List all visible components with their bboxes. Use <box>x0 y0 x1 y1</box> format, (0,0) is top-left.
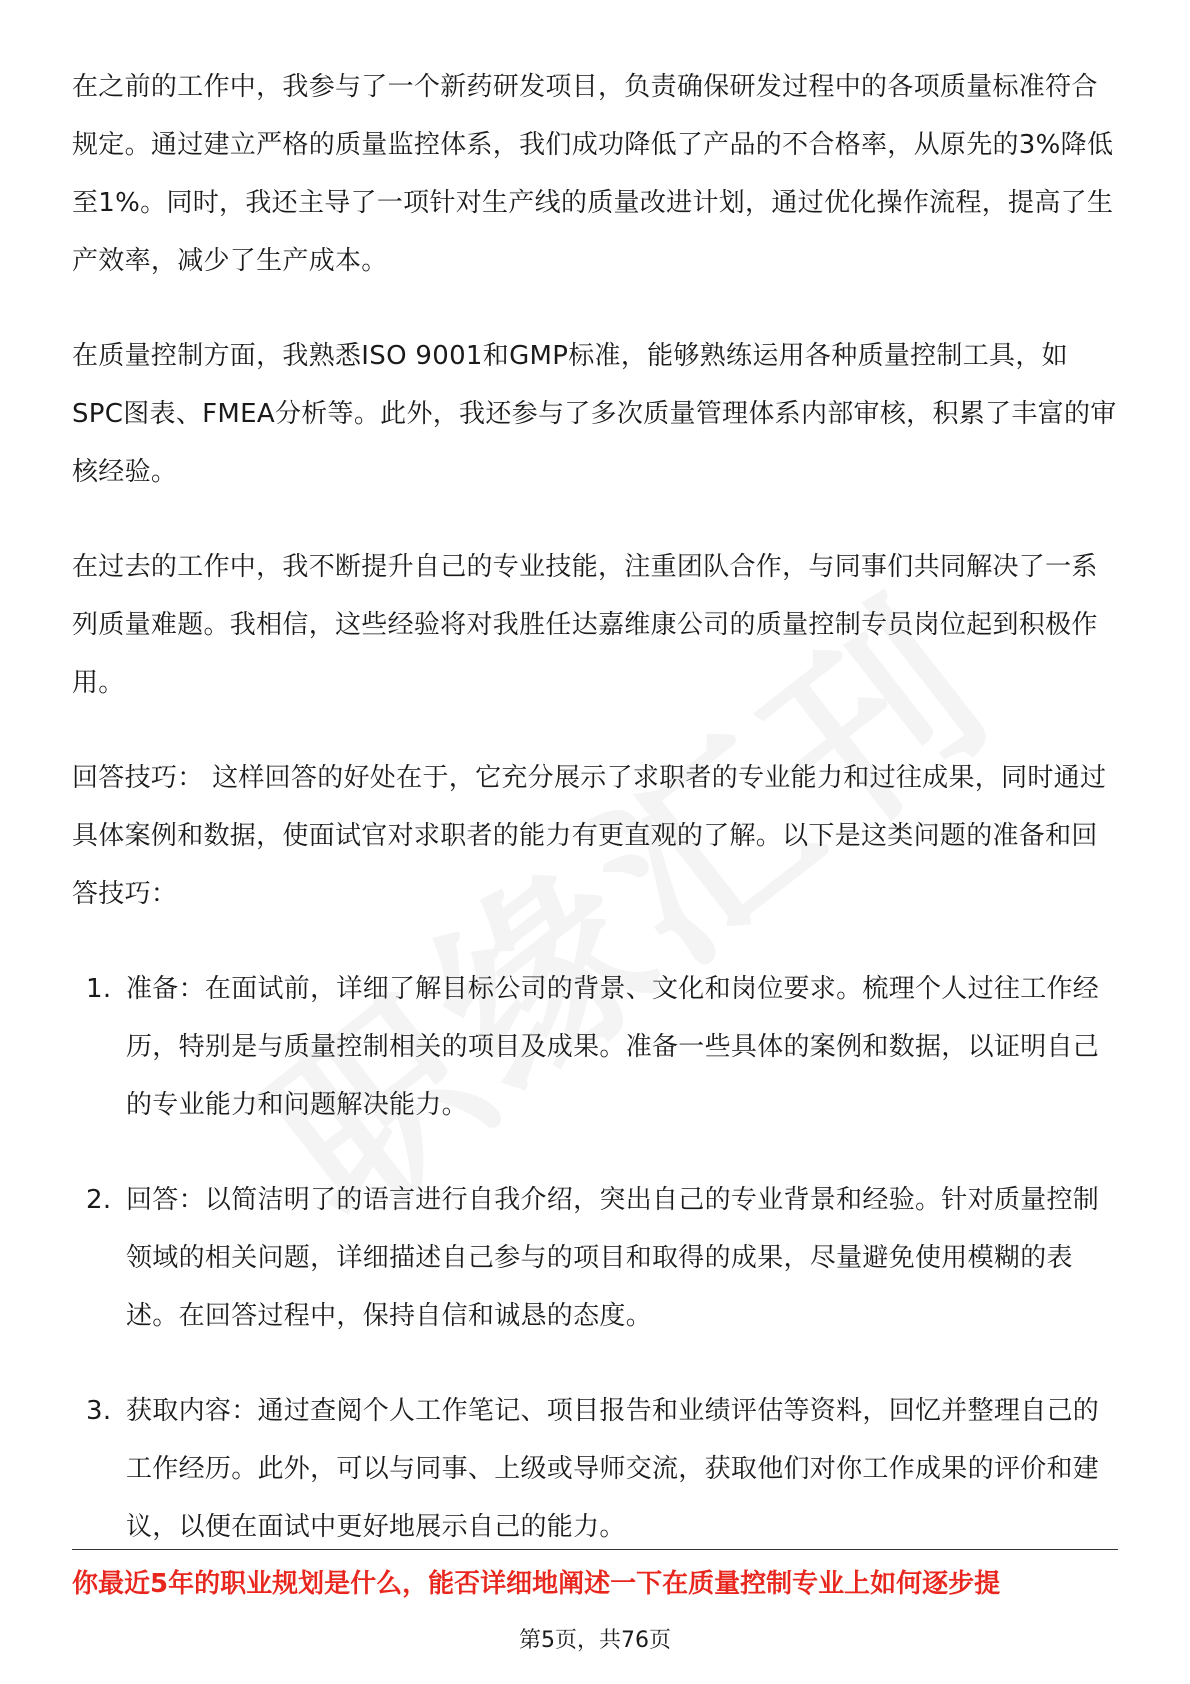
list-item-text: 准备：在面试前，详细了解目标公司的背景、文化和岗位要求。梳理个人过往工作经历，特别是与质量控制相关的项目及成果。准备一些具体的案例和数据，以证明自己的专业能力和问题解决能力。 <box>126 974 1100 1120</box>
tips-list <box>72 960 1118 1556</box>
next-question-heading: 你最近5年的职业规划是什么，能否详细地阐述一下在质量控制专业上如何逐步提 <box>72 1569 1001 1599</box>
page-number-footer: 第5页，共76页 <box>519 1628 671 1653</box>
section-divider <box>72 1549 1118 1550</box>
list-item <box>72 960 1118 1134</box>
paragraph-teamwork: 在过去的工作中，我不断提升自己的专业技能，注重团队合作，与同事们共同解决了一系列质量难题。我相信，这些经验将对我胜任达嘉维康公司的质量控制专员岗位起到积极作用。 <box>72 552 1098 698</box>
list-item-text: 获取内容：通过查阅个人工作笔记、项目报告和业绩评估等资料，回忆并整理自己的工作经历。此外，可以与同事、上级或导师交流，获取他们对你工作成果的评价和建议，以便在面试中更好地展示自己的能力。 <box>126 1396 1100 1542</box>
paragraph-project-experience: 在之前的工作中，我参与了一个新药研发项目，负责确保研发过程中的各项质量标准符合规定。通过建立严格的质量监控体系，我们成功降低了产品的不合格率，从原先的3%降低至1%。同时，我还主导了一项针对生产线的质量改进计划，通过优化操作流程，提高了生产效率，减少了生产成本。 <box>72 72 1114 276</box>
main-content <box>72 58 1118 1593</box>
paragraph-quality-standards: 在质量控制方面，我熟悉ISO 9001和GMP标准，能够熟练运用各种质量控制工具，如SPC图表、FMEA分析等。此外，我还参与了多次质量管理体系内部审核，积累了丰富的审核经验。 <box>72 341 1117 487</box>
list-item-text: 回答：以简洁明了的语言进行自我介绍，突出自己的专业背景和经验。针对质量控制领域的相关问题，详细描述自己参与的项目和取得的成果，尽量避免使用模糊的表述。在回答过程中，保持自信和诚恳的态度。 <box>126 1185 1100 1331</box>
list-item-number: 3. <box>86 1396 112 1426</box>
list-item <box>72 1382 1118 1556</box>
list-item-number: 1. <box>86 974 112 1004</box>
list-item <box>72 1171 1118 1345</box>
list-item-number: 2. <box>86 1185 112 1215</box>
paragraph-answer-tips: 回答技巧： 这样回答的好处在于，它充分展示了求职者的专业能力和过往成果，同时通过具体案例和数据，使面试官对求职者的能力有更直观的了解。以下是这类问题的准备和回答技巧： <box>72 763 1107 909</box>
